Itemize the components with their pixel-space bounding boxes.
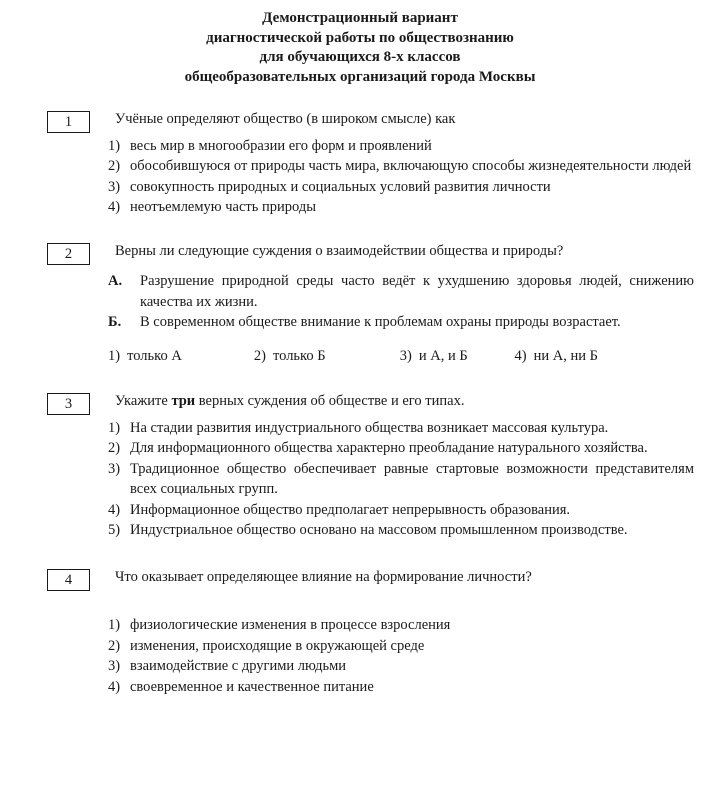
option-text: взаимодействие с другими людьми — [130, 658, 347, 674]
option-text: неотъемлемую часть природы — [130, 199, 316, 215]
answer-option[interactable] — [108, 418, 694, 439]
option-marker: 1) — [108, 137, 121, 154]
answer-option[interactable] — [108, 156, 694, 177]
option-marker: 4) — [108, 678, 121, 695]
question-4 — [0, 567, 720, 698]
statement-item — [108, 312, 694, 333]
option-text: своевременное и качественное питание — [130, 678, 374, 695]
document-title — [40, 0, 680, 87]
option-marker: 1) — [108, 347, 121, 364]
answer-options-4 — [0, 615, 694, 697]
option-marker: 4) — [514, 347, 527, 364]
option-text: Для информационного общества характерно преобладание натурального хозяйства. — [130, 440, 648, 456]
question-stem-3-emphasis: три — [171, 393, 196, 409]
answer-option[interactable] — [108, 197, 694, 218]
question-stem-4 — [115, 567, 694, 588]
statement-item — [108, 271, 694, 312]
question-stem-1 — [115, 109, 694, 130]
answer-option[interactable] — [108, 677, 694, 698]
option-marker: 4) — [108, 199, 121, 215]
option-text: На стадии развития индустриального общества возникает массовая культура. — [130, 419, 609, 436]
option-text: Традиционное общество обеспечивает равные стартовые возможности представителям всех социальных групп. — [130, 460, 694, 497]
option-marker: 2) — [253, 347, 266, 364]
question-3 — [0, 391, 720, 541]
question-2 — [0, 241, 720, 367]
option-text: только Б — [272, 347, 326, 364]
statement-marker: А. — [108, 273, 123, 289]
option-marker: 1) — [108, 419, 121, 436]
option-marker: 2) — [108, 637, 121, 654]
answer-option[interactable] — [108, 615, 694, 636]
option-text: совокупность природных и социальных условий развития личности — [130, 178, 551, 195]
option-text: Информационное общество предполагает непрерывность образования. — [130, 501, 571, 518]
answer-option[interactable] — [108, 520, 694, 541]
answer-options-3 — [0, 418, 694, 541]
option-text: обособившуюся от природы часть мира, включающую способы жизнедеятельности людей — [130, 158, 692, 174]
statement-text: Разрушение природной среды часто ведёт к ухудшению здоровья людей, снижению качества их жизни. — [140, 273, 694, 310]
option-marker: 2) — [108, 158, 121, 174]
statement-marker: Б. — [108, 314, 122, 330]
question-stem-3-prefix: Укажите — [115, 393, 172, 409]
answer-option[interactable] — [108, 438, 694, 459]
question-number-box-4: 4 — [47, 569, 90, 591]
statement-text: В современном обществе внимание к проблемам охраны природы возрастает. — [140, 314, 621, 330]
option-marker: 2) — [108, 440, 121, 456]
document-title-line-4: общеобразовательных организаций города Москвы — [184, 68, 536, 85]
answer-option[interactable] — [108, 136, 694, 157]
question-stem-2 — [115, 241, 694, 262]
question-number-box-1: 1 — [47, 111, 90, 133]
question-stem-4-text: Что оказывает определяющее влияние на формирование личности? — [115, 568, 532, 585]
question-number-box-2: 2 — [47, 243, 90, 265]
option-marker: 3) — [108, 178, 121, 195]
question-1 — [0, 109, 720, 218]
statement-list-2 — [0, 271, 694, 333]
option-marker: 1) — [108, 617, 121, 633]
document-title-line-1: Демонстрационный вариант — [262, 10, 458, 26]
question-stem-3-suffix: верных суждения об обществе и его типах. — [195, 393, 465, 409]
answer-option[interactable] — [108, 346, 254, 367]
question-number-box-3: 3 — [47, 393, 90, 415]
question-stem-1-text: Учёные определяют общество (в широком смысле) как — [115, 111, 456, 127]
option-text: весь мир в многообразии его форм и проявлений — [130, 137, 432, 154]
answer-option[interactable] — [400, 346, 515, 367]
document-title-line-2: диагностической работы по обществознанию — [206, 29, 514, 46]
answer-option[interactable] — [515, 346, 598, 367]
question-stem-3 — [115, 391, 694, 412]
answer-option[interactable] — [108, 459, 694, 500]
stem-options-spacer — [0, 587, 694, 609]
answer-option[interactable] — [108, 636, 694, 657]
answer-option[interactable] — [108, 500, 694, 521]
option-text: только А — [127, 347, 182, 364]
option-text: физиологические изменения в процессе взросления — [130, 617, 451, 633]
option-marker: 3) — [108, 658, 121, 674]
answer-options-1 — [0, 136, 694, 218]
option-marker: 3) — [108, 460, 121, 477]
answer-option[interactable] — [108, 177, 694, 198]
option-text: и А, и Б — [418, 347, 468, 364]
option-text: ни А, ни Б — [533, 347, 598, 364]
answer-option[interactable] — [108, 656, 694, 677]
answer-options-2 — [108, 346, 598, 367]
option-marker: 3) — [399, 347, 412, 364]
document-title-line-3: для обучающихся 8-х классов — [259, 49, 461, 65]
question-stem-2-text: Верны ли следующие суждения о взаимодействии общества и природы? — [115, 242, 564, 259]
option-marker: 5) — [108, 522, 121, 538]
option-text: Индустриальное общество основано на массовом промышленном производстве. — [130, 522, 628, 538]
option-marker: 4) — [108, 501, 121, 518]
answer-option[interactable] — [254, 346, 400, 367]
option-text: изменения, происходящие в окружающей среде — [130, 637, 425, 654]
